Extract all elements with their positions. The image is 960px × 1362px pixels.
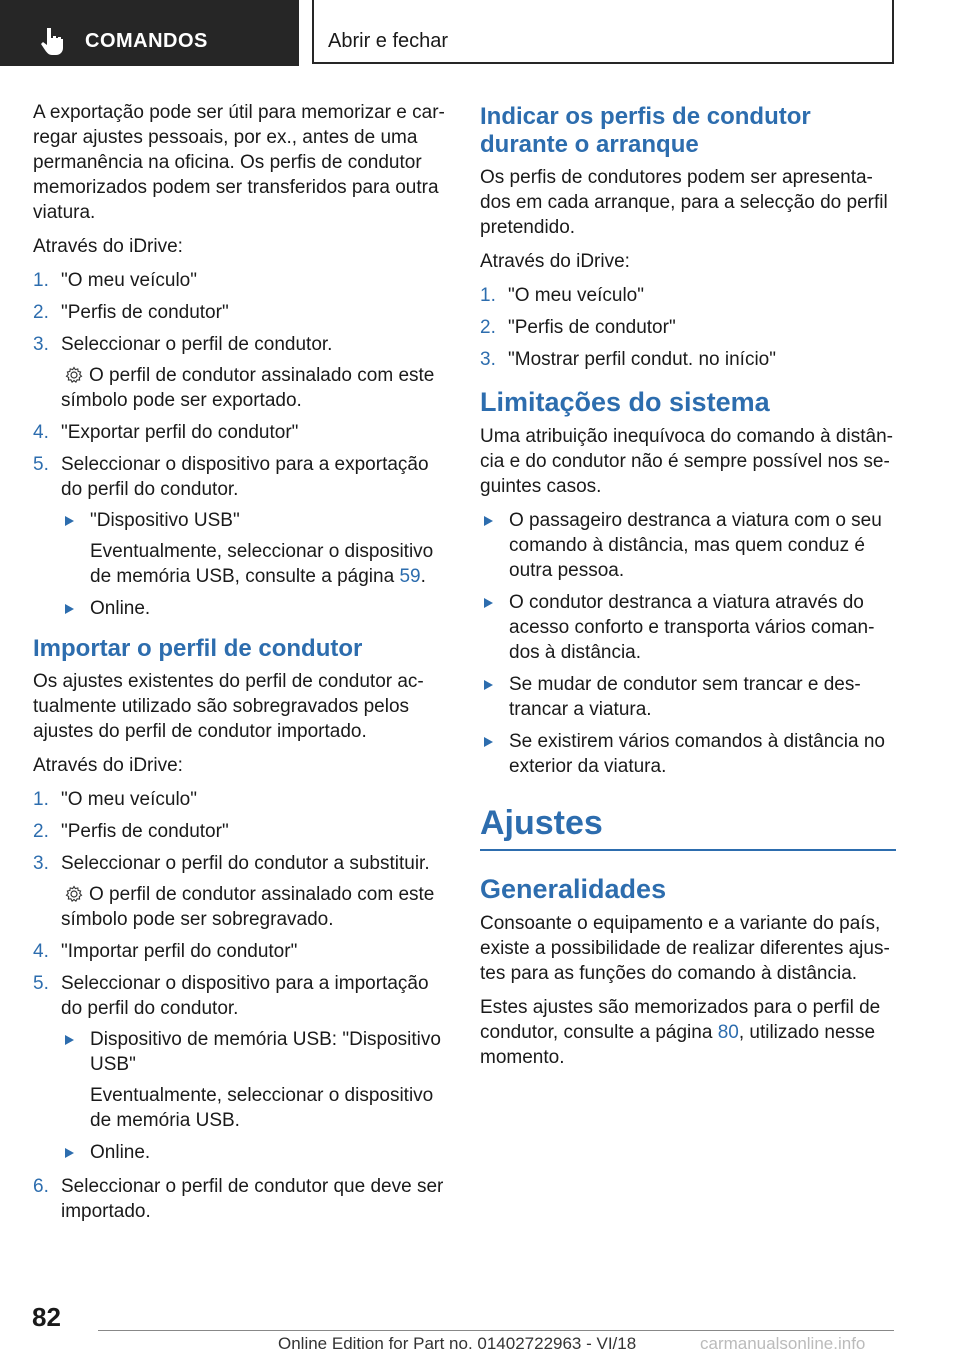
step-text: "O meu veículo"	[61, 270, 197, 291]
page-number: 82	[32, 1302, 61, 1332]
step-text: "O meu veículo"	[508, 285, 644, 306]
subsection-title: Abrir e fechar	[328, 30, 449, 52]
step-text: "O meu veículo"	[61, 789, 197, 810]
import-step-3	[33, 851, 449, 932]
general-paragraph-2	[480, 995, 896, 1070]
triangle-bullet-icon	[65, 516, 74, 526]
bullet-text: O passageiro destranca a viatura com o seu comando à distância, mas quem conduz é outra pessoa.	[509, 510, 882, 581]
paragraph-text: Estes ajustes são memorizados para o perfil de condutor, consulte a página	[480, 997, 881, 1043]
start-step-1	[480, 283, 896, 308]
export-via: Através do iDrive:	[33, 236, 183, 257]
limits-intro: Uma atribuição inequívoca do comando à distân-cia e do condutor não é sempre possível nos se-guintes casos.	[480, 426, 893, 497]
step-number: 2.	[33, 821, 49, 842]
triangle-bullet-icon	[484, 737, 493, 747]
page-link-80[interactable]: 80	[717, 1022, 739, 1043]
import-step-4	[33, 939, 449, 964]
triangle-bullet-icon	[65, 1148, 74, 1158]
step-number: 1.	[33, 270, 49, 291]
gear-icon	[65, 366, 83, 384]
step-text: "Mostrar perfil condut. no início"	[508, 349, 776, 370]
note-text: O perfil de condutor assinalado com este símbolo pode ser exportado.	[61, 365, 435, 411]
step-number: 2.	[33, 302, 49, 323]
export-step-2	[33, 300, 449, 325]
step-text: Seleccionar o dispositivo para a importação do perfil do condutor.	[61, 973, 429, 1019]
export-step-4	[33, 420, 449, 445]
bullet-continuation	[90, 539, 449, 589]
limits-list	[480, 508, 896, 779]
export-step-3	[33, 332, 449, 413]
import-step-2	[33, 819, 449, 844]
step-number: 5.	[33, 973, 49, 994]
step-number: 1.	[33, 789, 49, 810]
triangle-bullet-icon	[484, 680, 493, 690]
step-number: 3.	[33, 853, 49, 874]
hand-pointer-icon	[40, 27, 66, 55]
cont-text: Eventualmente, seleccionar o dispositivo de memória USB, consulte a página	[90, 541, 434, 587]
gear-icon	[65, 885, 83, 903]
section-tab	[0, 0, 299, 66]
triangle-bullet-icon	[65, 604, 74, 614]
start-step-2	[480, 315, 896, 340]
export-device-options	[61, 508, 449, 621]
import-steps	[33, 787, 449, 1224]
triangle-bullet-icon	[484, 598, 493, 608]
export-symbol-note	[61, 363, 449, 413]
bullet-text: Dispositivo de memória USB: "Dispositivo USB"	[90, 1029, 441, 1075]
import-option-usb	[61, 1027, 449, 1133]
import-step-6	[33, 1174, 449, 1224]
step-number: 5.	[33, 454, 49, 475]
step-number: 2.	[480, 317, 496, 338]
import-step-1	[33, 787, 449, 812]
limits-item	[480, 508, 896, 583]
right-column	[480, 100, 896, 1079]
page-link-59[interactable]: 59	[399, 566, 421, 587]
step-number: 4.	[33, 941, 49, 962]
bullet-text: Se mudar de condutor sem trancar e des-trancar a viatura.	[509, 674, 861, 720]
start-intro: Os perfis de condutores podem ser apresenta-dos em cada arranque, para a selecção do perfil pretendido.	[480, 167, 888, 238]
export-steps	[33, 268, 449, 621]
footer-divider	[98, 1330, 894, 1331]
bullet-continuation: Eventualmente, seleccionar o dispositivo de memória USB.	[90, 1085, 434, 1131]
step-text: "Perfis de condutor"	[61, 821, 229, 842]
limits-item	[480, 729, 896, 779]
step-number: 6.	[33, 1176, 49, 1197]
step-text: Seleccionar o perfil do condutor a substituir.	[61, 853, 430, 874]
start-step-3	[480, 347, 896, 372]
export-option-online	[61, 596, 449, 621]
bullet-text: O condutor destranca a viatura através do acesso conforto e transporta vários coman-dos à distância.	[509, 592, 875, 663]
start-via: Através do iDrive:	[480, 251, 630, 272]
step-text: Seleccionar o perfil de condutor que deve ser importado.	[61, 1176, 444, 1222]
step-text: Seleccionar o perfil de condutor.	[61, 334, 333, 355]
note-text: O perfil de condutor assinalado com este símbolo pode ser sobregravado.	[61, 884, 435, 930]
limits-heading: Limitações do sistema	[480, 387, 770, 417]
paragraph-text-end: , utilizado nesse momento.	[480, 1022, 876, 1068]
step-text: "Perfis de condutor"	[61, 302, 229, 323]
import-intro: Os ajustes existentes do perfil de condutor ac-tualmente utilizado são sobregravados pelos ajustes do perfil de condutor importado.	[33, 671, 424, 742]
export-step-5	[33, 452, 449, 621]
bullet-text: "Dispositivo USB"	[90, 510, 240, 531]
import-step-5	[33, 971, 449, 1165]
limits-item	[480, 590, 896, 665]
step-number: 1.	[480, 285, 496, 306]
left-column	[33, 100, 449, 1233]
general-heading: Generalidades	[480, 874, 667, 904]
step-text: "Importar perfil do condutor"	[61, 941, 298, 962]
start-steps	[480, 283, 896, 372]
cont-text-end: .	[420, 566, 426, 587]
import-device-options	[61, 1027, 449, 1165]
bullet-text: Online.	[90, 1142, 151, 1163]
section-title: COMANDOS	[85, 30, 208, 52]
step-number: 3.	[33, 334, 49, 355]
export-intro: A exportação pode ser útil para memorizar e car-regar ajustes pessoais, por ex., antes de uma permanência na oficina. Os perfis de condutor memorizados podem ser transferidos para outra viatura.	[33, 102, 445, 223]
export-step-1	[33, 268, 449, 293]
import-via: Através do iDrive:	[33, 755, 183, 776]
start-heading: Indicar os perfis de condutor durante o arranque	[480, 103, 811, 158]
triangle-bullet-icon	[484, 516, 493, 526]
bullet-text: Se existirem vários comandos à distância no exterior da viatura.	[509, 731, 885, 777]
step-text: Seleccionar o dispositivo para a exportação do perfil do condutor.	[61, 454, 429, 500]
bullet-text: Online.	[90, 598, 151, 619]
step-number: 4.	[33, 422, 49, 443]
step-text: "Exportar perfil do condutor"	[61, 422, 299, 443]
settings-heading: Ajustes	[480, 801, 896, 851]
export-option-usb	[61, 508, 449, 589]
watermark: carmanualsonline.info	[700, 1334, 866, 1353]
step-text: "Perfis de condutor"	[508, 317, 676, 338]
edition-text: Online Edition for Part no. 01402722963 - VI/18	[278, 1334, 637, 1353]
subsection-tab	[312, 0, 894, 64]
import-heading: Importar o perfil de condutor	[33, 635, 363, 662]
triangle-bullet-icon	[65, 1035, 74, 1045]
limits-item	[480, 672, 896, 722]
import-symbol-note	[61, 882, 449, 932]
step-number: 3.	[480, 349, 496, 370]
import-option-online	[61, 1140, 449, 1165]
page-header	[0, 0, 960, 66]
general-paragraph-1: Consoante o equipamento e a variante do país, existe a possibilidade de realizar diferentes ajus-tes para as funções do comando à distância.	[480, 913, 890, 984]
